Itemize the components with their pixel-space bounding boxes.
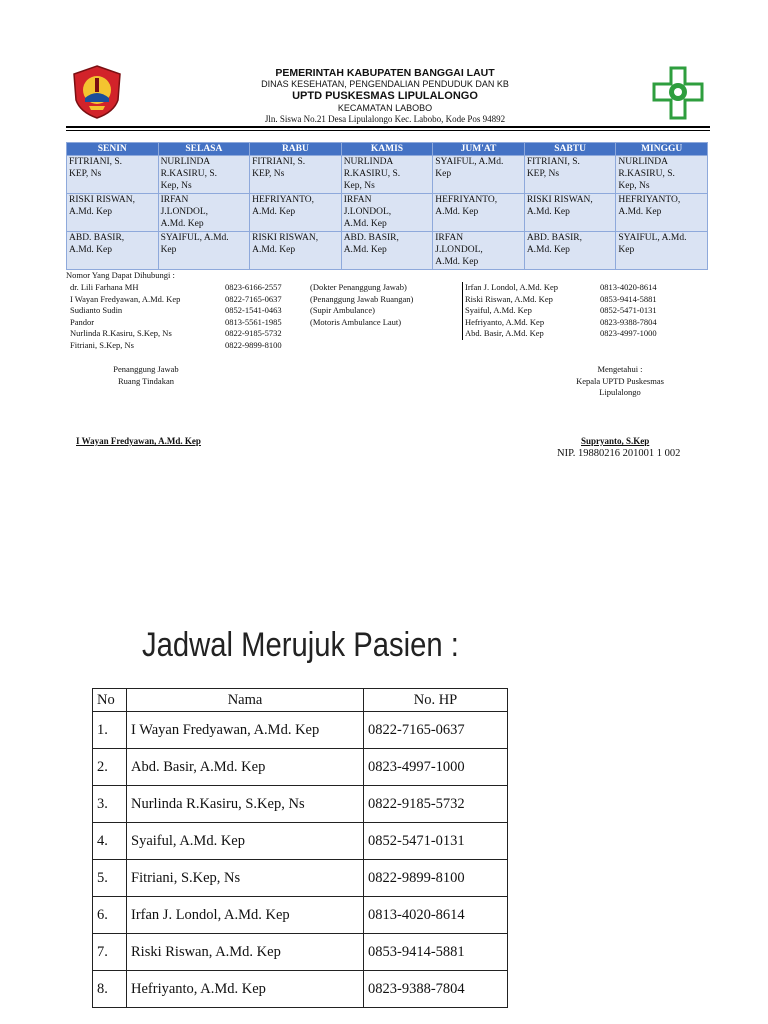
referral-header-row (93, 689, 508, 712)
schedule-row (67, 194, 708, 232)
schedule-cell (433, 232, 525, 270)
referral-table (92, 688, 508, 1008)
signature-right-subtitle: Kepala UPTD Puskesmas (576, 375, 664, 386)
referral-phone: 0823-4997-1000 (364, 749, 508, 786)
signature-right-name: Supryanto, S.Kep (581, 436, 650, 446)
schedule-cell (158, 194, 250, 232)
contact-name: Fitriani, S.Kep, Ns (70, 339, 134, 350)
day-header: JUM'AT (433, 143, 525, 156)
schedule-cell (616, 232, 708, 270)
schedule-cell-line: FITRIANI, S. (69, 157, 123, 167)
schedule-cell-line: A.Md. Kep (435, 257, 479, 267)
referral-no: 6. (93, 897, 127, 934)
letterhead-rule-thin (66, 130, 710, 131)
contacts-title: Nomor Yang Dapat Dihubungi : (66, 270, 175, 280)
letterhead-district: KECAMATAN LABOBO (337, 103, 433, 113)
contacts-roles (310, 282, 413, 352)
contact-name: Pandor (70, 316, 95, 327)
schedule-cell-line: A.Md. Kep (526, 245, 570, 255)
schedule-cell (67, 156, 159, 194)
contacts-phones (225, 282, 282, 352)
schedule-cell-line: KEP, Ns (69, 169, 102, 179)
schedule-row (67, 232, 708, 270)
schedule-row (67, 156, 708, 194)
letterhead-rule-thick (66, 126, 710, 128)
schedule-cell-line: J.LONDOL, (343, 207, 392, 217)
schedule-cell-line: A.Md. Kep (252, 245, 296, 255)
schedule-cell-line: A.Md. Kep (343, 245, 387, 255)
schedule-cell (158, 156, 250, 194)
schedule-cell-line: A.Md. Kep (343, 219, 387, 229)
regional-emblem-icon (70, 64, 124, 120)
schedule-cell (616, 156, 708, 194)
schedule-cell (524, 156, 616, 194)
referral-row (93, 897, 508, 934)
day-header: MINGGU (616, 143, 708, 156)
day-header: KAMIS (341, 143, 433, 156)
contact-name: Abd. Basir, A.Md. Kep (465, 328, 544, 339)
contact-phone: 0822-7165-0637 (225, 293, 282, 304)
signature-right-place: Lipulalongo (599, 387, 641, 397)
contact-name: Sudianto Sudin (70, 305, 123, 316)
schedule-cell-line: Kep (160, 245, 177, 255)
schedule-cell-line: IRFAN (343, 195, 372, 205)
contact-name: I Wayan Fredyawan, A.Md. Kep (70, 293, 181, 304)
contact-phone: 0823-9388-7804 (600, 316, 657, 327)
referral-row (93, 786, 508, 823)
schedule-cell (433, 194, 525, 232)
referral-header-phone: No. HP (364, 689, 508, 712)
letterhead-department: DINAS KESEHATAN, PENGENDALIAN PENDUDUK DAN KB (261, 79, 509, 89)
contact-role (310, 340, 413, 352)
schedule-cell-line: HEFRIYANTO, (618, 195, 681, 205)
referral-phone: 0822-9899-8100 (364, 860, 508, 897)
contact-name: Syaiful, A.Md. Kep (465, 305, 532, 316)
contact-role: (Motoris Ambulance Laut) (310, 316, 402, 327)
schedule-cell-line: NURLINDA (618, 157, 668, 167)
contact-name: Riski Riswan, A.Md. Kep (465, 293, 553, 304)
referral-phone: 0852-5471-0131 (364, 823, 508, 860)
referral-no: 7. (93, 934, 127, 971)
schedule-cell-line: A.Md. Kep (435, 207, 479, 217)
signature-left-subtitle: Ruang Tindakan (118, 375, 174, 386)
referral-name: Abd. Basir, A.Md. Kep (127, 749, 364, 786)
referral-name: I Wayan Fredyawan, A.Md. Kep (127, 712, 364, 749)
contact-role: (Dokter Penanggung Jawab) (310, 282, 407, 292)
letterhead-address: Jln. Siswa No.21 Desa Lipulalongo Kec. Labobo, Kode Pos 94892 (264, 114, 506, 124)
schedule-cell-line: A.Md. Kep (618, 207, 662, 217)
schedule-cell-line: FITRIANI, S. (252, 157, 306, 167)
signature-right-title: Mengetahui : (597, 364, 643, 374)
contacts-names-right (465, 282, 558, 340)
schedule-cell-line: NURLINDA (343, 157, 394, 167)
signature-right-block (560, 364, 680, 399)
contact-phone: 0822-9899-8100 (225, 339, 282, 350)
day-header: SENIN (67, 143, 159, 156)
schedule-cell (341, 156, 433, 194)
schedule-cell-line: NURLINDA (160, 157, 211, 167)
contact-phone: 0822-9185-5732 (225, 328, 282, 339)
referral-no: 3. (93, 786, 127, 823)
schedule-header-row (67, 143, 708, 156)
schedule-cell-line: R.KASIRU, S. (618, 169, 675, 179)
schedule-cell-line: SYAIFUL, A.Md. (160, 233, 229, 243)
schedule-cell-line: ABD. BASIR, (526, 233, 582, 243)
schedule-cell (250, 156, 342, 194)
referral-row (93, 823, 508, 860)
schedule-cell (341, 194, 433, 232)
schedule-cell-line: J.LONDOL, (160, 207, 209, 217)
schedule-cell (524, 232, 616, 270)
schedule-cell-line: Kep, Ns (618, 181, 650, 191)
referral-row (93, 934, 508, 971)
schedule-cell-line: ABD. BASIR, (69, 233, 125, 243)
schedule-cell (67, 232, 159, 270)
contact-phone: 0813-4020-8614 (600, 282, 657, 292)
letterhead-puskesmas: UPTD PUSKESMAS LIPULALONGO (292, 90, 478, 102)
schedule-cell-line: HEFRIYANTO, (435, 195, 498, 205)
signature-right-nip: NIP. 19880216 201001 1 002 (557, 448, 681, 459)
referral-name: Fitriani, S.Kep, Ns (127, 860, 364, 897)
referral-header-name: Nama (127, 689, 364, 712)
day-header: SABTU (524, 143, 616, 156)
contacts-phones-right (600, 282, 657, 340)
schedule-cell-line: A.Md. Kep (252, 207, 296, 217)
signature-left-title: Penanggung Jawab (113, 364, 179, 374)
signature-left-name: I Wayan Fredyawan, A.Md. Kep (76, 436, 201, 446)
referral-row (93, 712, 508, 749)
contact-phone: 0852-1541-0463 (225, 305, 282, 316)
schedule-cell-line: Kep, Ns (343, 181, 375, 191)
referral-no: 1. (93, 712, 127, 749)
contact-phone: 0813-5561-1985 (225, 316, 282, 327)
schedule-cell (616, 194, 708, 232)
contact-role: (Supir Ambulance) (310, 305, 375, 316)
referral-no: 4. (93, 823, 127, 860)
contact-name: dr. Lili Farhana MH (70, 282, 139, 292)
contact-name: Hefriyanto, A.Md. Kep (465, 316, 545, 327)
schedule-cell-line: ABD. BASIR, (343, 233, 399, 243)
day-header: SELASA (158, 143, 250, 156)
schedule-cell-line: A.Md. Kep (69, 245, 113, 255)
schedule-cell (250, 232, 342, 270)
contact-role: (Penanggung Jawab Ruangan) (310, 293, 414, 304)
referral-name: Hefriyanto, A.Md. Kep (127, 971, 364, 1008)
referral-row (93, 971, 508, 1008)
schedule-cell (250, 194, 342, 232)
schedule-cell-line: SYAIFUL, A.Md. (435, 157, 504, 167)
schedule-cell-line: RISKI RISWAN, (252, 233, 319, 243)
schedule-cell-line: Kep (618, 245, 635, 255)
schedule-cell-line: A.Md. Kep (526, 207, 570, 217)
schedule-cell-line: A.Md. Kep (160, 219, 204, 229)
referral-phone: 0822-7165-0637 (364, 712, 508, 749)
referral-name: Syaiful, A.Md. Kep (127, 823, 364, 860)
puskesmas-cross-icon (652, 66, 704, 120)
day-header: RABU (250, 143, 342, 156)
schedule-cell-line: Kep (435, 169, 452, 179)
signature-left-block (86, 364, 206, 387)
schedule-cell (341, 232, 433, 270)
referral-no: 2. (93, 749, 127, 786)
schedule-cell-line: KEP, Ns (252, 169, 285, 179)
referral-no: 8. (93, 971, 127, 1008)
referral-phone: 0823-9388-7804 (364, 971, 508, 1008)
contacts-divider (462, 282, 463, 340)
contact-phone: 0853-9414-5881 (600, 293, 657, 304)
schedule-cell-line: SYAIFUL, A.Md. (618, 233, 687, 243)
schedule-cell-line: J.LONDOL, (435, 245, 483, 255)
referral-name: Riski Riswan, A.Md. Kep (127, 934, 364, 971)
referral-name: Nurlinda R.Kasiru, S.Kep, Ns (127, 786, 364, 823)
referral-row (93, 860, 508, 897)
schedule-cell-line: A.Md. Kep (69, 207, 113, 217)
schedule-cell-line: IRFAN (160, 195, 189, 205)
schedule-cell-line: R.KASIRU, S. (160, 169, 218, 179)
referral-phone: 0853-9414-5881 (364, 934, 508, 971)
contact-phone: 0823-4997-1000 (600, 328, 657, 339)
referral-phone: 0822-9185-5732 (364, 786, 508, 823)
schedule-cell-line: KEP, Ns (526, 169, 560, 179)
referral-phone: 0813-4020-8614 (364, 897, 508, 934)
weekly-schedule-table (66, 142, 708, 270)
schedule-cell-line: RISKI RISWAN, (526, 195, 593, 205)
schedule-cell (67, 194, 159, 232)
referral-name: Irfan J. Londol, A.Md. Kep (127, 897, 364, 934)
referral-title: Jadwal Merujuk Pasien : (142, 626, 459, 664)
schedule-cell-line: FITRIANI, S. (526, 157, 580, 167)
contact-phone: 0823-6166-2557 (225, 282, 282, 292)
schedule-cell (433, 156, 525, 194)
contact-role (310, 328, 413, 340)
letterhead-government: PEMERINTAH KABUPATEN BANGGAI LAUT (275, 67, 495, 79)
schedule-cell (524, 194, 616, 232)
contacts-names (70, 282, 180, 352)
schedule-cell-line: R.KASIRU, S. (343, 169, 401, 179)
schedule-cell-line: IRFAN (435, 233, 464, 243)
referral-no: 5. (93, 860, 127, 897)
contact-name: Nurlinda R.Kasiru, S.Kep, Ns (70, 328, 172, 339)
contact-name: Irfan J. Londol, A.Md. Kep (465, 282, 559, 292)
referral-header-no: No (93, 689, 127, 712)
schedule-cell-line: RISKI RISWAN, (69, 195, 135, 205)
referral-row (93, 749, 508, 786)
schedule-cell-line: Kep, Ns (160, 181, 192, 191)
schedule-cell (158, 232, 250, 270)
contact-phone: 0852-5471-0131 (600, 305, 657, 316)
schedule-cell-line: HEFRIYANTO, (252, 195, 314, 205)
